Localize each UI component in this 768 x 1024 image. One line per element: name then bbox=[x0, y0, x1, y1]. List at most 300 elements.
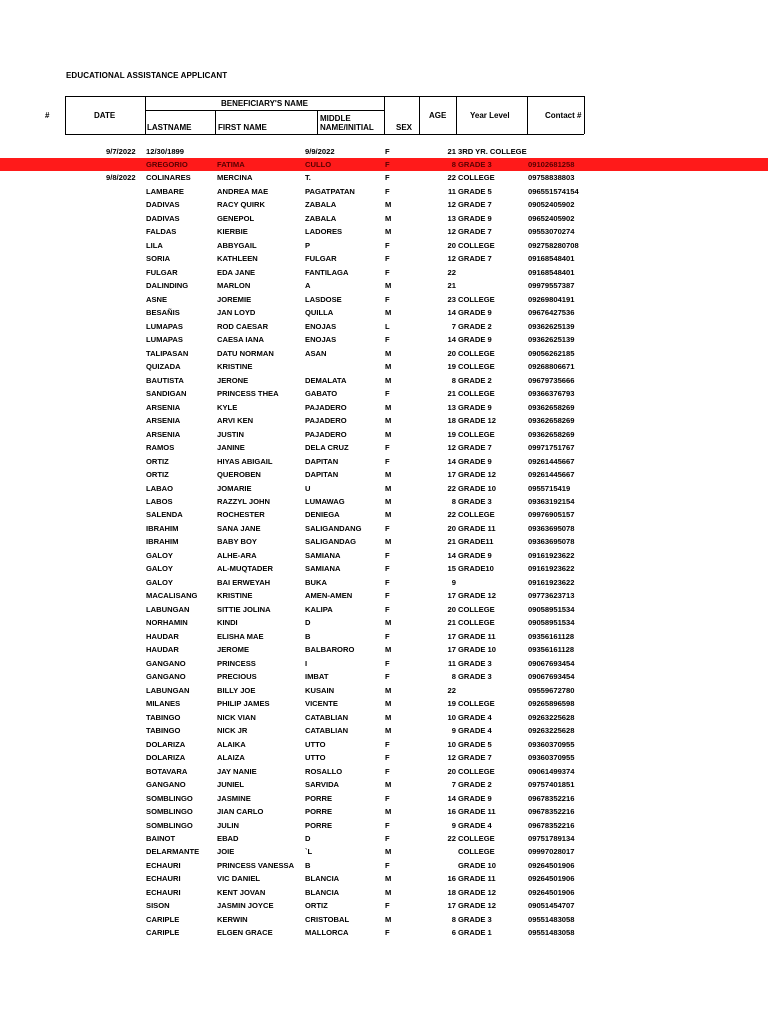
cell-middle: LUMAWAG bbox=[305, 496, 345, 506]
cell-sex: F bbox=[385, 631, 390, 641]
cell-age: 12 bbox=[447, 753, 456, 763]
cell-sex: M bbox=[385, 213, 392, 223]
cell-sex: M bbox=[385, 510, 392, 520]
table-row bbox=[0, 684, 768, 697]
cell-lastname: BESAÑIS bbox=[146, 308, 180, 318]
cell-middle: BLANCIA bbox=[305, 874, 340, 884]
cell-lastname: IBRAHIM bbox=[146, 523, 179, 533]
cell-contact: 09051454707 bbox=[528, 901, 575, 911]
cell-middle: U bbox=[305, 483, 311, 493]
cell-year-level: GRADE 9 bbox=[458, 402, 492, 412]
cell-lastname: HAUDAR bbox=[146, 631, 179, 641]
cell-lastname: LABUNGAN bbox=[146, 604, 190, 614]
cell-year-level: COLLEGE bbox=[458, 240, 495, 250]
cell-middle: LADORES bbox=[305, 227, 343, 237]
cell-age: 17 bbox=[447, 631, 456, 641]
cell-lastname: GREGORIO bbox=[146, 159, 188, 169]
cell-age: 7 bbox=[451, 321, 456, 331]
cell-firstname: EDA JANE bbox=[217, 267, 256, 277]
cell-middle: B bbox=[305, 631, 311, 641]
cell-firstname: CAESA IANA bbox=[217, 335, 264, 345]
cell-firstname: KRISTINE bbox=[217, 591, 253, 601]
cell-year-level: GRADE10 bbox=[458, 564, 494, 574]
table-row bbox=[0, 455, 768, 468]
cell-middle: DELA CRUZ bbox=[305, 443, 349, 453]
cell-contact: 09261445667 bbox=[528, 456, 575, 466]
cell-lastname: ASNE bbox=[146, 294, 168, 304]
cell-age: 6 bbox=[451, 928, 456, 938]
cell-age: 21 bbox=[447, 537, 456, 547]
cell-firstname: ANDREA MAE bbox=[217, 186, 269, 196]
cell-year-level: GRADE 3 bbox=[458, 672, 492, 682]
cell-age: 14 bbox=[447, 456, 456, 466]
cell-lastname: CARIPLE bbox=[146, 914, 180, 924]
cell-contact: 09362658269 bbox=[528, 429, 575, 439]
cell-lastname: SOMBLINGO bbox=[146, 793, 193, 803]
cell-middle: PORRE bbox=[305, 793, 333, 803]
header-sex: SEX bbox=[396, 123, 413, 132]
cell-lastname: SOMBLINGO bbox=[146, 820, 193, 830]
cell-age: 23 bbox=[447, 294, 456, 304]
cell-sex: F bbox=[385, 766, 390, 776]
cell-sex: M bbox=[385, 914, 392, 924]
table-row bbox=[0, 482, 768, 495]
table-row bbox=[0, 225, 768, 238]
cell-year-level: GRADE 4 bbox=[458, 712, 492, 722]
cell-contact: 09264501906 bbox=[528, 874, 575, 884]
cell-age: 18 bbox=[447, 887, 456, 897]
cell-contact: 09363695078 bbox=[528, 537, 575, 547]
table-row bbox=[0, 765, 768, 778]
table-row bbox=[0, 711, 768, 724]
cell-age: 20 bbox=[447, 604, 456, 614]
cell-sex: M bbox=[385, 308, 392, 318]
cell-firstname: KYLE bbox=[217, 402, 238, 412]
cell-year-level: COLLEGE bbox=[458, 294, 495, 304]
table-row bbox=[0, 562, 768, 575]
cell-age: 21 bbox=[447, 146, 456, 156]
cell-age: 12 bbox=[447, 254, 456, 264]
cell-sex: F bbox=[385, 254, 390, 264]
cell-sex: M bbox=[385, 726, 392, 736]
cell-lastname: BOTAVARA bbox=[146, 766, 188, 776]
cell-age: 14 bbox=[447, 793, 456, 803]
cell-lastname: DADIVAS bbox=[146, 200, 180, 210]
cell-firstname: ELGEN GRACE bbox=[217, 928, 273, 938]
table-row bbox=[0, 374, 768, 387]
cell-age: 21 bbox=[447, 389, 456, 399]
header-middle-2: NAME/INITIAL bbox=[320, 123, 374, 132]
table-row bbox=[0, 859, 768, 872]
cell-age: 14 bbox=[447, 308, 456, 318]
cell-age: 22 bbox=[447, 833, 456, 843]
cell-sex: F bbox=[385, 753, 390, 763]
cell-contact: 096551574154 bbox=[528, 186, 579, 196]
cell-contact: 09363695078 bbox=[528, 523, 575, 533]
cell-firstname: GENEPOL bbox=[217, 213, 255, 223]
cell-firstname: KIERBIE bbox=[217, 227, 248, 237]
cell-sex: F bbox=[385, 335, 390, 345]
cell-year-level: GRADE 4 bbox=[458, 820, 492, 830]
cell-year-level: GRADE 4 bbox=[458, 726, 492, 736]
cell-sex: M bbox=[385, 712, 392, 722]
cell-middle: PORRE bbox=[305, 820, 333, 830]
cell-contact: 09161923622 bbox=[528, 550, 575, 560]
cell-year-level: GRADE 12 bbox=[458, 591, 496, 601]
cell-age: 8 bbox=[451, 375, 456, 385]
cell-contact: 09264501906 bbox=[528, 860, 575, 870]
cell-lastname: SALENDA bbox=[146, 510, 183, 520]
cell-middle: P bbox=[305, 240, 311, 250]
cell-contact: 09551483058 bbox=[528, 928, 575, 938]
cell-year-level: COLLEGE bbox=[458, 618, 495, 628]
cell-middle: SAMIANA bbox=[305, 550, 341, 560]
cell-sex: F bbox=[385, 389, 390, 399]
cell-middle: QUILLA bbox=[305, 308, 334, 318]
cell-sex: F bbox=[385, 577, 390, 587]
cell-age: 10 bbox=[447, 712, 456, 722]
cell-middle: KUSAIN bbox=[305, 685, 335, 695]
cell-year-level: GRADE 7 bbox=[458, 443, 492, 453]
cell-lastname: TABINGO bbox=[146, 712, 181, 722]
cell-lastname: GANGANO bbox=[146, 658, 186, 668]
cell-firstname: JUNIEL bbox=[217, 780, 245, 790]
header-num: # bbox=[45, 111, 50, 120]
cell-contact: 09102681258 bbox=[528, 159, 575, 169]
table-row bbox=[0, 347, 768, 360]
cell-contact: 09652405902 bbox=[528, 213, 575, 223]
cell-contact: 09058951534 bbox=[528, 618, 575, 628]
cell-sex: F bbox=[385, 294, 390, 304]
cell-year-level: GRADE 12 bbox=[458, 416, 496, 426]
cell-sex: F bbox=[385, 173, 390, 183]
cell-age: 22 bbox=[447, 685, 456, 695]
cell-age: 12 bbox=[447, 200, 456, 210]
cell-sex: M bbox=[385, 887, 392, 897]
cell-sex: L bbox=[385, 321, 390, 331]
cell-year-level: COLLEGE bbox=[458, 510, 495, 520]
cell-middle: PAJADERO bbox=[305, 429, 347, 439]
table-row bbox=[0, 212, 768, 225]
table-row bbox=[0, 670, 768, 683]
cell-age: 17 bbox=[447, 645, 456, 655]
cell-age: 17 bbox=[447, 901, 456, 911]
cell-firstname: JANINE bbox=[217, 443, 245, 453]
cell-middle: FULGAR bbox=[305, 254, 337, 264]
cell-age: 18 bbox=[447, 416, 456, 426]
cell-middle: UTTO bbox=[305, 753, 326, 763]
cell-age: 15 bbox=[447, 564, 456, 574]
cell-sex: F bbox=[385, 658, 390, 668]
cell-year-level: GRADE 5 bbox=[458, 739, 492, 749]
cell-lastname: DOLARIZA bbox=[146, 739, 186, 749]
table-row bbox=[0, 630, 768, 643]
cell-year-level: GRADE 11 bbox=[458, 631, 496, 641]
cell-contact: 09362658269 bbox=[528, 402, 575, 412]
cell-contact: 09362625139 bbox=[528, 335, 575, 345]
cell-middle: FANTILAGA bbox=[305, 267, 349, 277]
cell-contact: 09067693454 bbox=[528, 672, 575, 682]
cell-sex: F bbox=[385, 604, 390, 614]
cell-lastname: SOMBLINGO bbox=[146, 807, 193, 817]
cell-lastname: LAMBARE bbox=[146, 186, 184, 196]
cell-date: 9/8/2022 bbox=[106, 173, 136, 183]
cell-firstname: HIYAS ABIGAIL bbox=[217, 456, 273, 466]
cell-contact: 09056262185 bbox=[528, 348, 575, 358]
table-row bbox=[0, 792, 768, 805]
cell-lastname: HAUDAR bbox=[146, 645, 179, 655]
cell-age: 9 bbox=[451, 577, 456, 587]
cell-year-level: COLLEGE bbox=[458, 362, 495, 372]
cell-middle: `L bbox=[305, 847, 313, 857]
cell-age: 9 bbox=[451, 726, 456, 736]
cell-age: 22 bbox=[447, 510, 456, 520]
cell-firstname: JULIN bbox=[217, 820, 239, 830]
sheet-title: EDUCATIONAL ASSISTANCE APPLICANT bbox=[66, 71, 228, 80]
cell-age: 16 bbox=[447, 874, 456, 884]
cell-age: 12 bbox=[447, 227, 456, 237]
cell-year-level: GRADE 3 bbox=[458, 658, 492, 668]
table-row bbox=[0, 266, 768, 279]
cell-contact: 09971751767 bbox=[528, 443, 575, 453]
table-row bbox=[0, 845, 768, 858]
cell-lastname: BAINOT bbox=[146, 833, 176, 843]
cell-sex: F bbox=[385, 564, 390, 574]
cell-contact: 09362658269 bbox=[528, 416, 575, 426]
cell-contact: 09269804191 bbox=[528, 294, 575, 304]
cell-contact: 09261445667 bbox=[528, 470, 575, 480]
cell-firstname: FATIMA bbox=[217, 159, 245, 169]
cell-middle: CATABLIAN bbox=[305, 712, 349, 722]
table-row bbox=[0, 643, 768, 656]
cell-firstname: PRINCESS bbox=[217, 658, 256, 668]
cell-age: 8 bbox=[451, 496, 456, 506]
cell-firstname: SITTIE JOLINA bbox=[217, 604, 271, 614]
cell-year-level: GRADE 12 bbox=[458, 470, 496, 480]
cell-lastname: GANGANO bbox=[146, 672, 186, 682]
cell-middle: ZABALA bbox=[305, 200, 337, 210]
cell-year-level: GRADE 3 bbox=[458, 914, 492, 924]
cell-lastname: MACALISANG bbox=[146, 591, 198, 601]
cell-firstname: JOMARIE bbox=[217, 483, 252, 493]
table-row bbox=[0, 926, 768, 939]
cell-age: 19 bbox=[447, 699, 456, 709]
cell-lastname: MILANES bbox=[146, 699, 181, 709]
cell-firstname: ROD CAESAR bbox=[217, 321, 269, 331]
cell-sex: M bbox=[385, 496, 392, 506]
cell-lastname: GALOY bbox=[146, 577, 174, 587]
cell-middle: SALIGANDANG bbox=[305, 523, 362, 533]
cell-firstname: AL-MUQTADER bbox=[217, 564, 273, 574]
cell-year-level: GRADE 7 bbox=[458, 254, 492, 264]
cell-age: 17 bbox=[447, 591, 456, 601]
table-row bbox=[0, 495, 768, 508]
header-middle-1: MIDDLE bbox=[320, 114, 351, 123]
cell-contact: 09559672780 bbox=[528, 685, 575, 695]
table-row bbox=[0, 428, 768, 441]
cell-firstname: JIAN CARLO bbox=[217, 807, 264, 817]
cell-lastname: TALIPASAN bbox=[146, 348, 189, 358]
cell-sex: M bbox=[385, 847, 392, 857]
cell-age: 7 bbox=[451, 780, 456, 790]
cell-year-level: GRADE 9 bbox=[458, 213, 492, 223]
cell-sex: M bbox=[385, 807, 392, 817]
cell-contact: 09168548401 bbox=[528, 267, 575, 277]
cell-middle: CRISTOBAL bbox=[305, 914, 350, 924]
cell-lastname: ECHAURI bbox=[146, 874, 181, 884]
cell-sex: F bbox=[385, 793, 390, 803]
table-row bbox=[0, 657, 768, 670]
cell-sex: F bbox=[385, 550, 390, 560]
cell-firstname: BAI ERWEYAH bbox=[217, 577, 271, 587]
cell-middle: CATABLIAN bbox=[305, 726, 349, 736]
table-row bbox=[0, 252, 768, 265]
cell-firstname: ALAIKA bbox=[217, 739, 246, 749]
cell-firstname: ABBYGAIL bbox=[217, 240, 257, 250]
cell-firstname: KERWIN bbox=[217, 914, 248, 924]
table-row bbox=[0, 697, 768, 710]
cell-year-level: COLLEGE bbox=[458, 699, 495, 709]
cell-middle: SAMIANA bbox=[305, 564, 341, 574]
cell-age: 11 bbox=[447, 186, 456, 196]
cell-contact: 09168548401 bbox=[528, 254, 575, 264]
cell-lastname: LABAO bbox=[146, 483, 173, 493]
table-row bbox=[0, 872, 768, 885]
cell-year-level: GRADE 2 bbox=[458, 375, 492, 385]
cell-sex: F bbox=[385, 820, 390, 830]
cell-lastname: SISON bbox=[146, 901, 170, 911]
cell-year-level: COLLEGE bbox=[458, 604, 495, 614]
cell-firstname: NICK VIAN bbox=[217, 712, 256, 722]
cell-firstname: JOIE bbox=[217, 847, 235, 857]
cell-sex: F bbox=[385, 928, 390, 938]
cell-contact: 092758280708 bbox=[528, 240, 579, 250]
cell-contact: 09751789134 bbox=[528, 833, 575, 843]
cell-lastname: DELARMANTE bbox=[146, 847, 200, 857]
cell-firstname: ELISHA MAE bbox=[217, 631, 264, 641]
cell-contact: 09061499374 bbox=[528, 766, 575, 776]
cell-year-level: GRADE 7 bbox=[458, 227, 492, 237]
cell-sex: F bbox=[385, 860, 390, 870]
table-row bbox=[0, 441, 768, 454]
cell-year-level: GRADE 2 bbox=[458, 780, 492, 790]
cell-year-level: GRADE 9 bbox=[458, 335, 492, 345]
cell-firstname: MERCINA bbox=[217, 173, 253, 183]
cell-lastname: GALOY bbox=[146, 550, 174, 560]
cell-age: 20 bbox=[447, 523, 456, 533]
cell-year-level: GRADE 12 bbox=[458, 887, 496, 897]
cell-middle: SALIGANDAG bbox=[305, 537, 357, 547]
cell-sex: M bbox=[385, 470, 392, 480]
cell-firstname: JASMINE bbox=[217, 793, 251, 803]
table-row bbox=[0, 819, 768, 832]
table-row bbox=[0, 535, 768, 548]
cell-lastname: ORTIZ bbox=[146, 456, 169, 466]
cell-age: 8 bbox=[451, 159, 456, 169]
cell-lastname: ECHAURI bbox=[146, 860, 181, 870]
cell-year-level: COLLEGE bbox=[458, 833, 495, 843]
cell-age: 22 bbox=[447, 173, 456, 183]
cell-age: 20 bbox=[447, 766, 456, 776]
cell-year-level: GRADE 3 bbox=[458, 496, 492, 506]
cell-middle: PAJADERO bbox=[305, 416, 347, 426]
cell-sex: M bbox=[385, 402, 392, 412]
cell-middle: GABATO bbox=[305, 389, 338, 399]
table-row bbox=[0, 414, 768, 427]
table-row bbox=[0, 320, 768, 333]
cell-lastname: LUMAPAS bbox=[146, 335, 183, 345]
cell-middle: PORRE bbox=[305, 807, 333, 817]
cell-year-level: GRADE 11 bbox=[458, 874, 496, 884]
cell-year-level: GRADE 5 bbox=[458, 186, 492, 196]
cell-age: 21 bbox=[447, 618, 456, 628]
cell-sex: M bbox=[385, 645, 392, 655]
cell-firstname: RAZZYL JOHN bbox=[217, 496, 271, 506]
cell-age: 14 bbox=[447, 335, 456, 345]
cell-contact: 09679735666 bbox=[528, 375, 575, 385]
cell-age: 10 bbox=[447, 739, 456, 749]
cell-middle: A bbox=[305, 281, 311, 291]
cell-lastname: LABOS bbox=[146, 496, 173, 506]
table-row bbox=[0, 751, 768, 764]
cell-contact: 09976905157 bbox=[528, 510, 575, 520]
cell-middle: VICENTE bbox=[305, 699, 338, 709]
cell-lastname: ARSENIA bbox=[146, 416, 181, 426]
cell-lastname: SORIA bbox=[146, 254, 171, 264]
cell-middle: I bbox=[305, 658, 308, 668]
cell-middle: UTTO bbox=[305, 739, 326, 749]
cell-sex: F bbox=[385, 901, 390, 911]
cell-contact: 09360370955 bbox=[528, 739, 575, 749]
cell-firstname: PRINCESS THEA bbox=[217, 389, 279, 399]
cell-firstname: NICK JR bbox=[217, 726, 248, 736]
cell-middle: MALLORCA bbox=[305, 928, 349, 938]
cell-sex: M bbox=[385, 699, 392, 709]
cell-firstname: JAN LOYD bbox=[217, 308, 256, 318]
cell-sex: M bbox=[385, 375, 392, 385]
cell-sex: M bbox=[385, 685, 392, 695]
cell-middle: AMEN-AMEN bbox=[305, 591, 353, 601]
cell-lastname: QUIZADA bbox=[146, 362, 181, 372]
cell-age: 22 bbox=[447, 483, 456, 493]
cell-contact: 09268806671 bbox=[528, 362, 575, 372]
cell-middle: LASDOSE bbox=[305, 294, 342, 304]
cell-middle: ORTIZ bbox=[305, 901, 328, 911]
cell-contact: 09363192154 bbox=[528, 496, 575, 506]
cell-sex: F bbox=[385, 267, 390, 277]
cell-middle: B bbox=[305, 860, 311, 870]
cell-middle: T. bbox=[305, 173, 311, 183]
cell-year-level: 3RD YR. COLLEGE bbox=[458, 146, 527, 156]
table-row bbox=[0, 279, 768, 292]
cell-middle: ROSALLO bbox=[305, 766, 343, 776]
cell-age: 20 bbox=[447, 348, 456, 358]
table-row bbox=[0, 549, 768, 562]
header-year-level: Year Level bbox=[470, 111, 510, 120]
table-row bbox=[0, 387, 768, 400]
cell-firstname: JOREMIE bbox=[217, 294, 252, 304]
cell-sex: F bbox=[385, 443, 390, 453]
cell-year-level: GRADE 3 bbox=[458, 159, 492, 169]
cell-firstname: ALAIZA bbox=[217, 753, 245, 763]
cell-firstname: KRISTINE bbox=[217, 362, 253, 372]
cell-lastname: TABINGO bbox=[146, 726, 181, 736]
cell-sex: F bbox=[385, 146, 390, 156]
cell-contact: 0955715419 bbox=[528, 483, 571, 493]
cell-firstname: PRECIOUS bbox=[217, 672, 257, 682]
cell-lastname: ECHAURI bbox=[146, 887, 181, 897]
cell-age: 8 bbox=[451, 672, 456, 682]
